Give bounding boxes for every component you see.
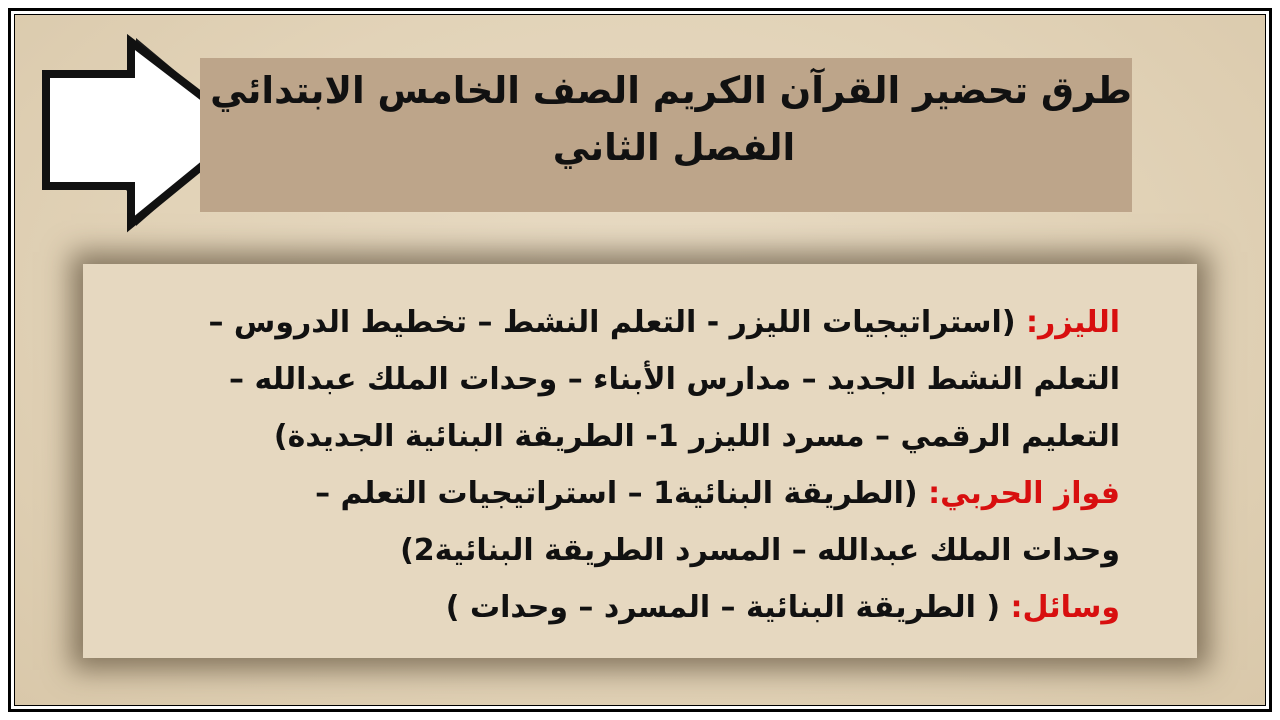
entry-label-fawaz: فواز الحربي: — [928, 476, 1120, 511]
entry-text: ( الطريقة البنائية – المسرد – وحدات ) — [445, 590, 1001, 625]
entry-text: (الطريقة البنائية1 – استراتيجيات التعلم – — [315, 476, 918, 511]
entry-fawaz-line-2: وحدات الملك عبدالله – المسرد الطريقة البنائية2) — [400, 533, 1120, 568]
entry-fawaz-line-1 — [100, 465, 1120, 522]
entry-laser-line-1 — [100, 294, 1120, 351]
entry-laser-line-3: التعليم الرقمي – مسرد الليزر 1- الطريقة البنائية الجديدة) — [273, 419, 1120, 454]
slide-title-line-1: طرق تحضير القرآن الكريم الصف الخامس الابتدائي — [210, 69, 1132, 112]
content-text — [100, 294, 1120, 636]
entry-laser-line-2: التعلم النشط الجديد – مدارس الأبناء – وحدات الملك عبدالله – — [229, 362, 1120, 397]
entry-label-wasael: وسائل: — [1010, 590, 1120, 625]
slide-title — [200, 62, 1132, 212]
entry-text: (استراتيجيات الليزر - التعلم النشط – تخطيط الدروس – — [208, 305, 1016, 340]
slide-title-line-2: الفصل الثاني — [552, 126, 796, 169]
entry-wasael-line-1 — [100, 579, 1120, 636]
entry-label-laser: الليزر: — [1026, 305, 1120, 340]
